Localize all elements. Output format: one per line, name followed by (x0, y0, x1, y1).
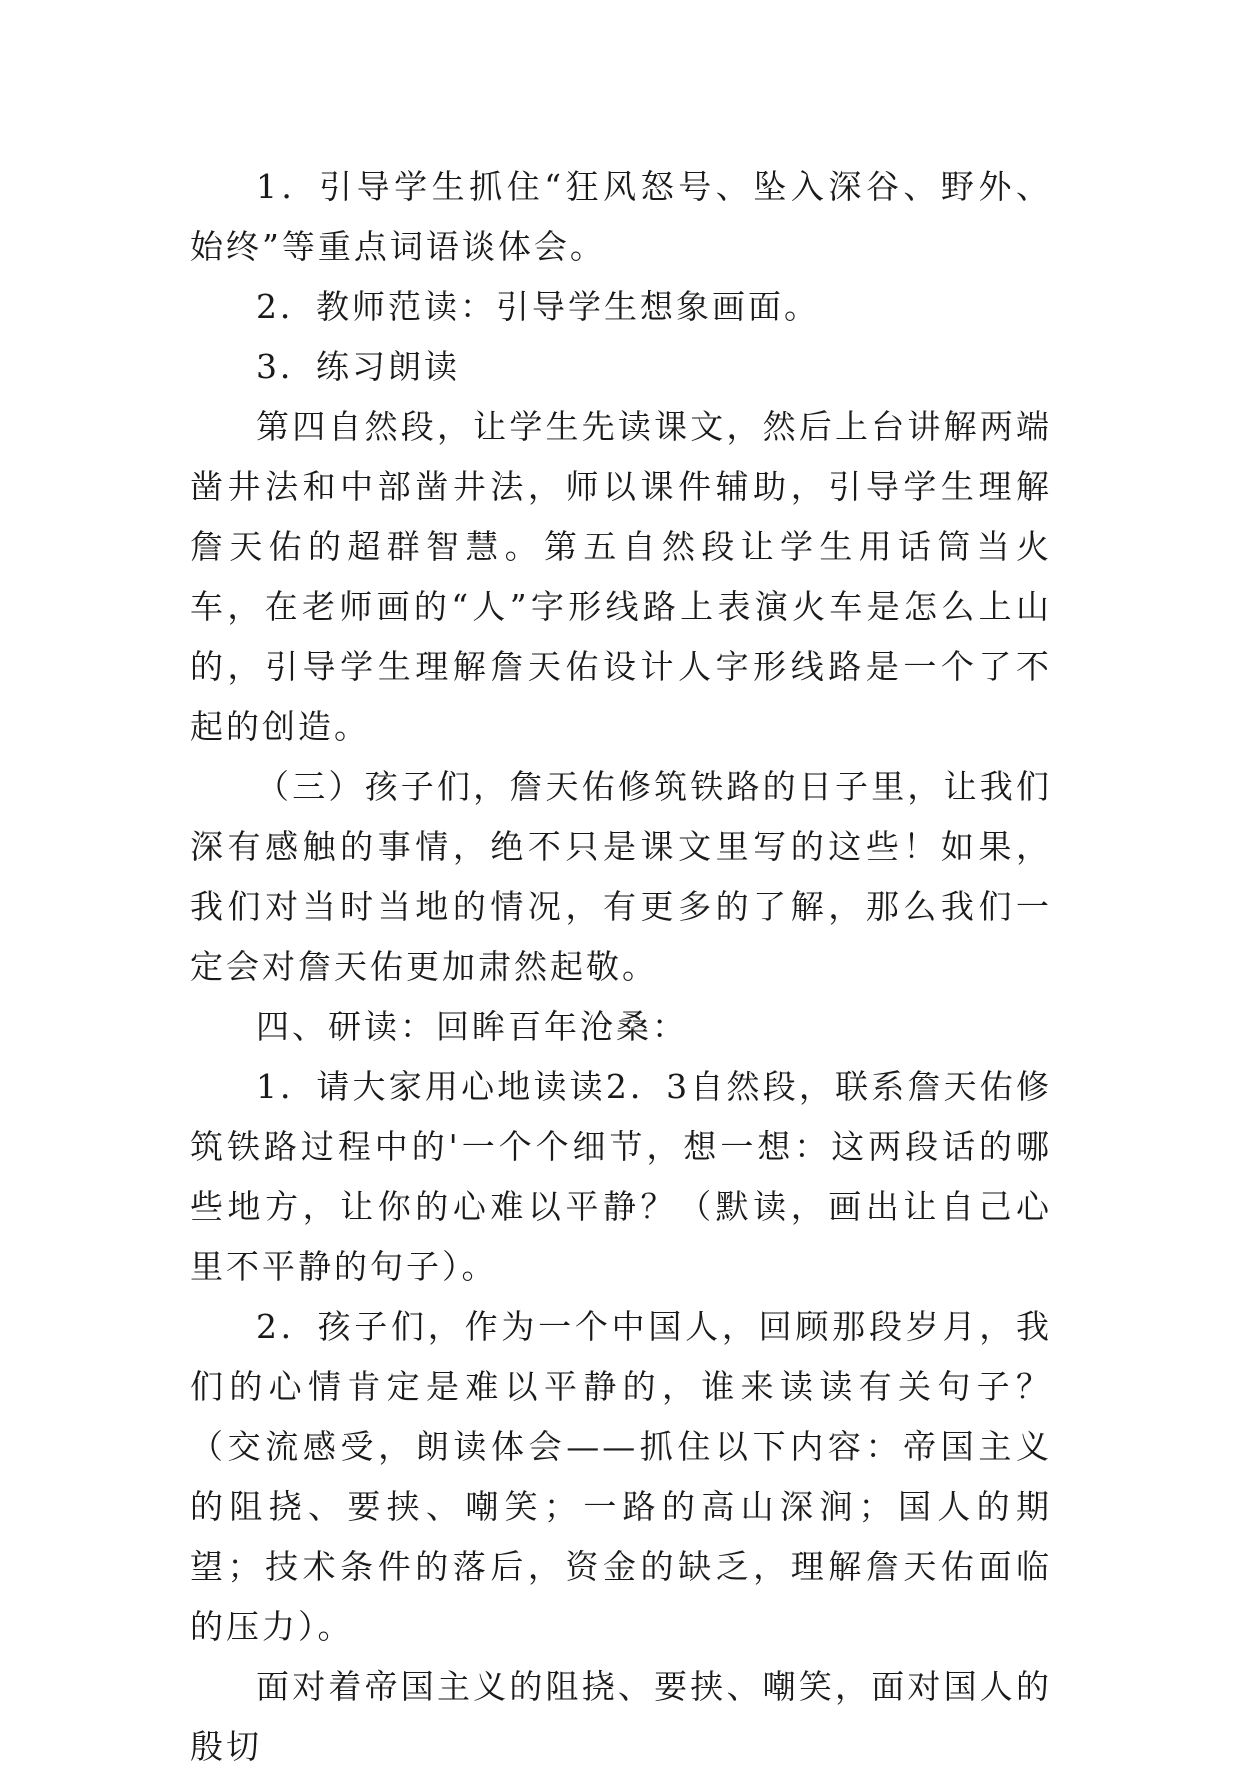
paragraph-2: 2．教师范读：引导学生想象画面。 (256, 287, 820, 326)
paragraph-3: 3．练习朗读 (256, 347, 460, 386)
paragraph-4: 第四自然段，让学生先读课文，然后上台讲解两端凿井法和中部凿井法，师以课件辅助，引导学生理解詹天佑的超群智慧。第五自然段让学生用话筒当火车，在老师画的“人”字形线路上表演火车是怎么上山的，引导学生理解詹天佑设计人字形线路是一个了不起的创造。 (190, 407, 1052, 746)
document-body (190, 157, 1052, 1777)
section-heading-4: 四、研读：回眸百年沧桑： (256, 1007, 688, 1046)
paragraph-8: 2．孩子们，作为一个中国人，回顾那段岁月，我们的心情肯定是难以平静的，谁来读读有关句子？（交流感受，朗读体会——抓住以下内容：帝国主义的阻挠、要挟、嘲笑；一路的高山深涧；国人的期望；技术条件的落后，资金的缺乏，理解詹天佑面临的压力）。 (190, 1307, 1052, 1646)
paragraph-9: 面对着帝国主义的阻挠、要挟、嘲笑，面对国人的殷切 (190, 1667, 1052, 1766)
paragraph-7: 1．请大家用心地读读2．3自然段，联系詹天佑修筑铁路过程中的'一个个细节，想一想：这两段话的哪些地方，让你的心难以平静？（默读，画出让自己心里不平静的句子）。 (190, 1067, 1052, 1286)
paragraph-1: 1．引导学生抓住“狂风怒号、坠入深谷、野外、始终”等重点词语谈体会。 (190, 167, 1052, 266)
paragraph-5: （三）孩子们，詹天佑修筑铁路的日子里，让我们深有感触的事情，绝不只是课文里写的这些！如果，我们对当时当地的情况，有更多的了解，那么我们一定会对詹天佑更加肃然起敬。 (190, 767, 1052, 986)
